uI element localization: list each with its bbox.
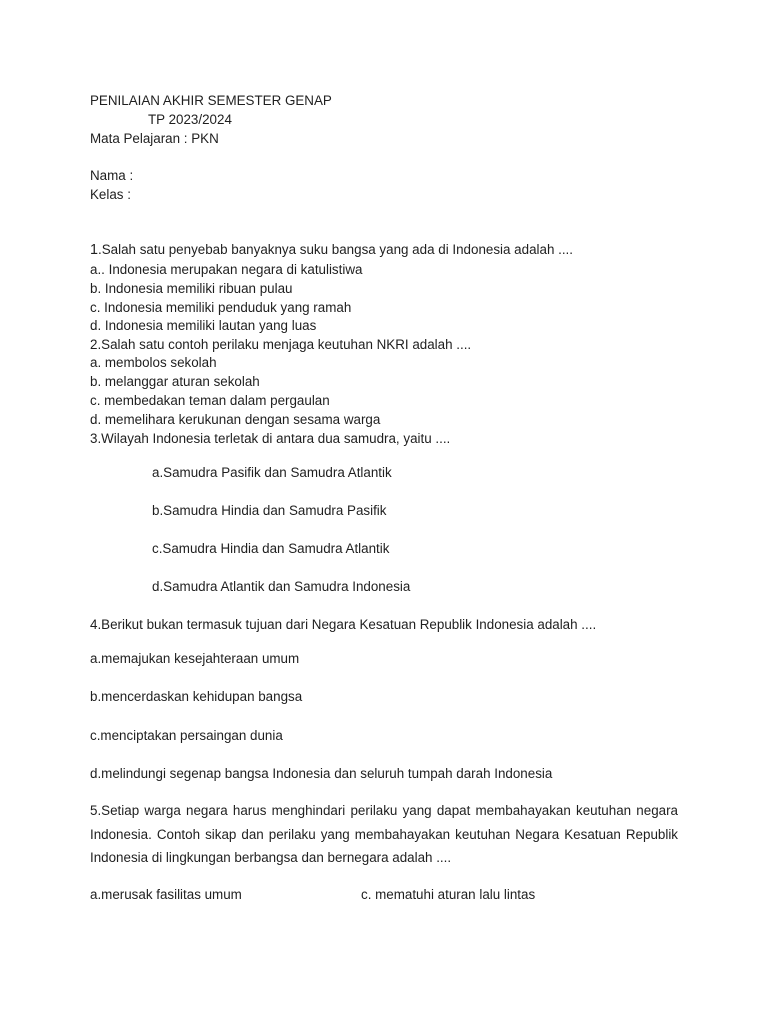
question-4-option-b: b.mencerdaskan kehidupan bangsa	[90, 689, 303, 704]
question-2-text: 2.Salah satu contoh perilaku menjaga keutuhan NKRI adalah ....	[90, 337, 472, 352]
class-label: Kelas :	[90, 187, 131, 202]
question-2-option-c: c. membedakan teman dalam pergaulan	[90, 393, 330, 408]
question-1	[90, 241, 573, 259]
question-3-option-c: c.Samudra Hindia dan Samudra Atlantik	[152, 541, 390, 556]
exam-title: PENILAIAN AKHIR SEMESTER GENAP	[90, 93, 332, 108]
question-1-option-c: c. Indonesia memiliki penduduk yang ramah	[90, 300, 352, 315]
question-1-text: .Salah satu penyebab banyaknya suku bangsa yang ada di Indonesia adalah ....	[98, 242, 573, 257]
question-4-text: 4.Berikut bukan termasuk tujuan dari Negara Kesatuan Republik Indonesia adalah ....	[90, 617, 597, 632]
question-5-option-a: a.merusak fasilitas umum	[90, 887, 242, 902]
question-3-option-b: b.Samudra Hindia dan Samudra Pasifik	[152, 503, 387, 518]
question-4-option-d: d.melindungi segenap bangsa Indonesia dan seluruh tumpah darah Indonesia	[90, 766, 553, 781]
question-2-option-a: a. membolos sekolah	[90, 355, 217, 370]
question-2-option-d: d. memelihara kerukunan dengan sesama warga	[90, 412, 381, 427]
question-4-option-a: a.memajukan kesejahteraan umum	[90, 651, 300, 666]
question-4-option-c: c.menciptakan persaingan dunia	[90, 728, 283, 743]
question-3-option-d: d.Samudra Atlantik dan Samudra Indonesia	[152, 579, 411, 594]
question-3-option-a: a.Samudra Pasifik dan Samudra Atlantik	[152, 465, 392, 480]
name-label: Nama :	[90, 168, 134, 183]
question-1-option-b: b. Indonesia memiliki ribuan pulau	[90, 281, 293, 296]
question-1-option-d: d. Indonesia memiliki lautan yang luas	[90, 318, 317, 333]
school-year: TP 2023/2024	[148, 112, 232, 127]
question-5-text: 5.Setiap warga negara harus menghindari perilaku yang dapat membahayakan keutuhan negara Indonesia. Contoh sikap dan perilaku yang membahayakan keutuhan Negara Kesatuan Republik Indonesia di lingkungan berbangsa dan bernegara adalah ....	[90, 803, 678, 865]
subject-label: Mata Pelajaran : PKN	[90, 131, 219, 146]
question-5-option-c: c. mematuhi aturan lalu lintas	[361, 887, 536, 902]
question-1-option-a: a.. Indonesia merupakan negara di katulistiwa	[90, 262, 363, 277]
question-3-text: 3.Wilayah Indonesia terletak di antara dua samudra, yaitu ....	[90, 431, 451, 446]
question-1-number: 1	[90, 242, 99, 258]
question-2-option-b: b. melanggar aturan sekolah	[90, 374, 260, 389]
